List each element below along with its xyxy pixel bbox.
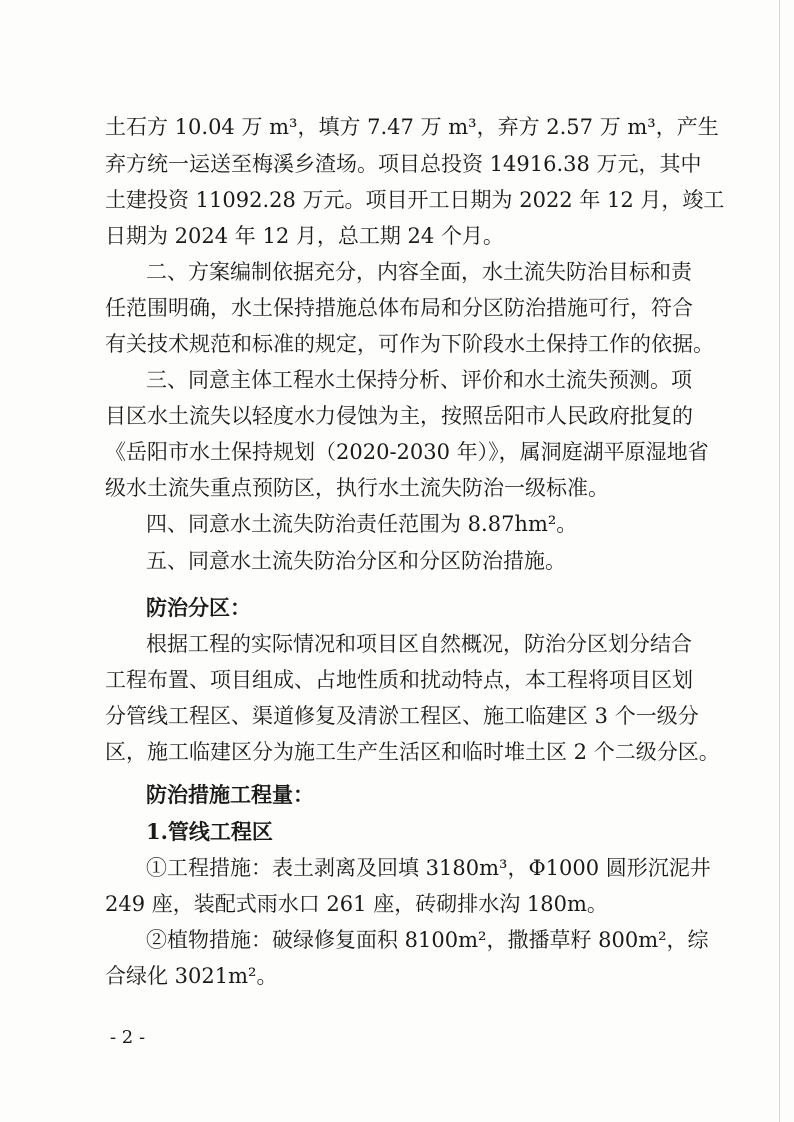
text-line: 区，施工临建区分为施工生产生活区和临时堆土区 2 个二级分区。 (105, 740, 720, 764)
paragraph-2-start: 二、方案编制依据充分，内容全面，水土流失防治目标和责 (146, 260, 692, 284)
page-number: - 2 - (110, 1027, 146, 1048)
text-line: 工程布置、项目组成、占地性质和扰动特点，本工程将项目区划 (105, 668, 693, 692)
text-line: 土石方 10.04 万 m³，填方 7.47 万 m³，弃方 2.57 万 m³，产生 (105, 115, 719, 139)
text-line: 249 座，装配式雨水口 261 座，砖砌排水沟 180m。 (105, 892, 608, 916)
paragraph-5: 五、同意水土流失防治分区和分区防治措施。 (146, 549, 566, 573)
vegetation-measures: ②植物措施：破绿修复面积 8100m²，撒播草籽 800m²，综 (146, 928, 709, 952)
section-heading-measures: 防治措施工程量： (146, 782, 314, 807)
text-line: 级水土流失重点预防区，执行水土流失防治一级标准。 (105, 476, 609, 500)
text-line: 合绿化 3021m²。 (105, 964, 278, 988)
paragraph-zones-start: 根据工程的实际情况和项目区自然概况，防治分区划分结合 (146, 632, 692, 656)
section-heading-zones: 防治分区： (146, 595, 251, 620)
paragraph-3-start: 三、同意主体工程水土保持分析、评价和水土流失预测。项 (146, 368, 692, 392)
text-line: 弃方统一运送至梅溪乡渣场。项目总投资 14916.38 万元，其中 (105, 152, 702, 176)
text-line: 有关技术规范和标准的规定，可作为下阶段水土保持工作的依据。 (105, 332, 714, 356)
text-line: 目区水土流失以轻度水力侵蚀为主，按照岳阳市人民政府批复的 (105, 404, 693, 428)
subsection-heading-pipeline: 1.管线工程区 (146, 819, 273, 844)
text-line: 《岳阳市水土保持规划（2020-2030 年）》，属洞庭湖平原湿地省 (105, 440, 709, 464)
engineering-measures: ①工程措施：表土剥离及回填 3180m³，Φ1000 圆形沉泥井 (146, 856, 711, 880)
text-line: 土建投资 11092.28 万元。项目开工日期为 2022 年 12 月，竣工 (105, 188, 725, 212)
text-line: 日期为 2024 年 12 月，总工期 24 个月。 (105, 224, 504, 248)
text-line: 分管线工程区、渠道修复及清淤工程区、施工临建区 3 个一级分 (105, 704, 699, 728)
paragraph-4: 四、同意水土流失防治责任范围为 8.87hm²。 (146, 512, 578, 536)
text-line: 任范围明确，水土保持措施总体布局和分区防治措施可行，符合 (105, 296, 693, 320)
